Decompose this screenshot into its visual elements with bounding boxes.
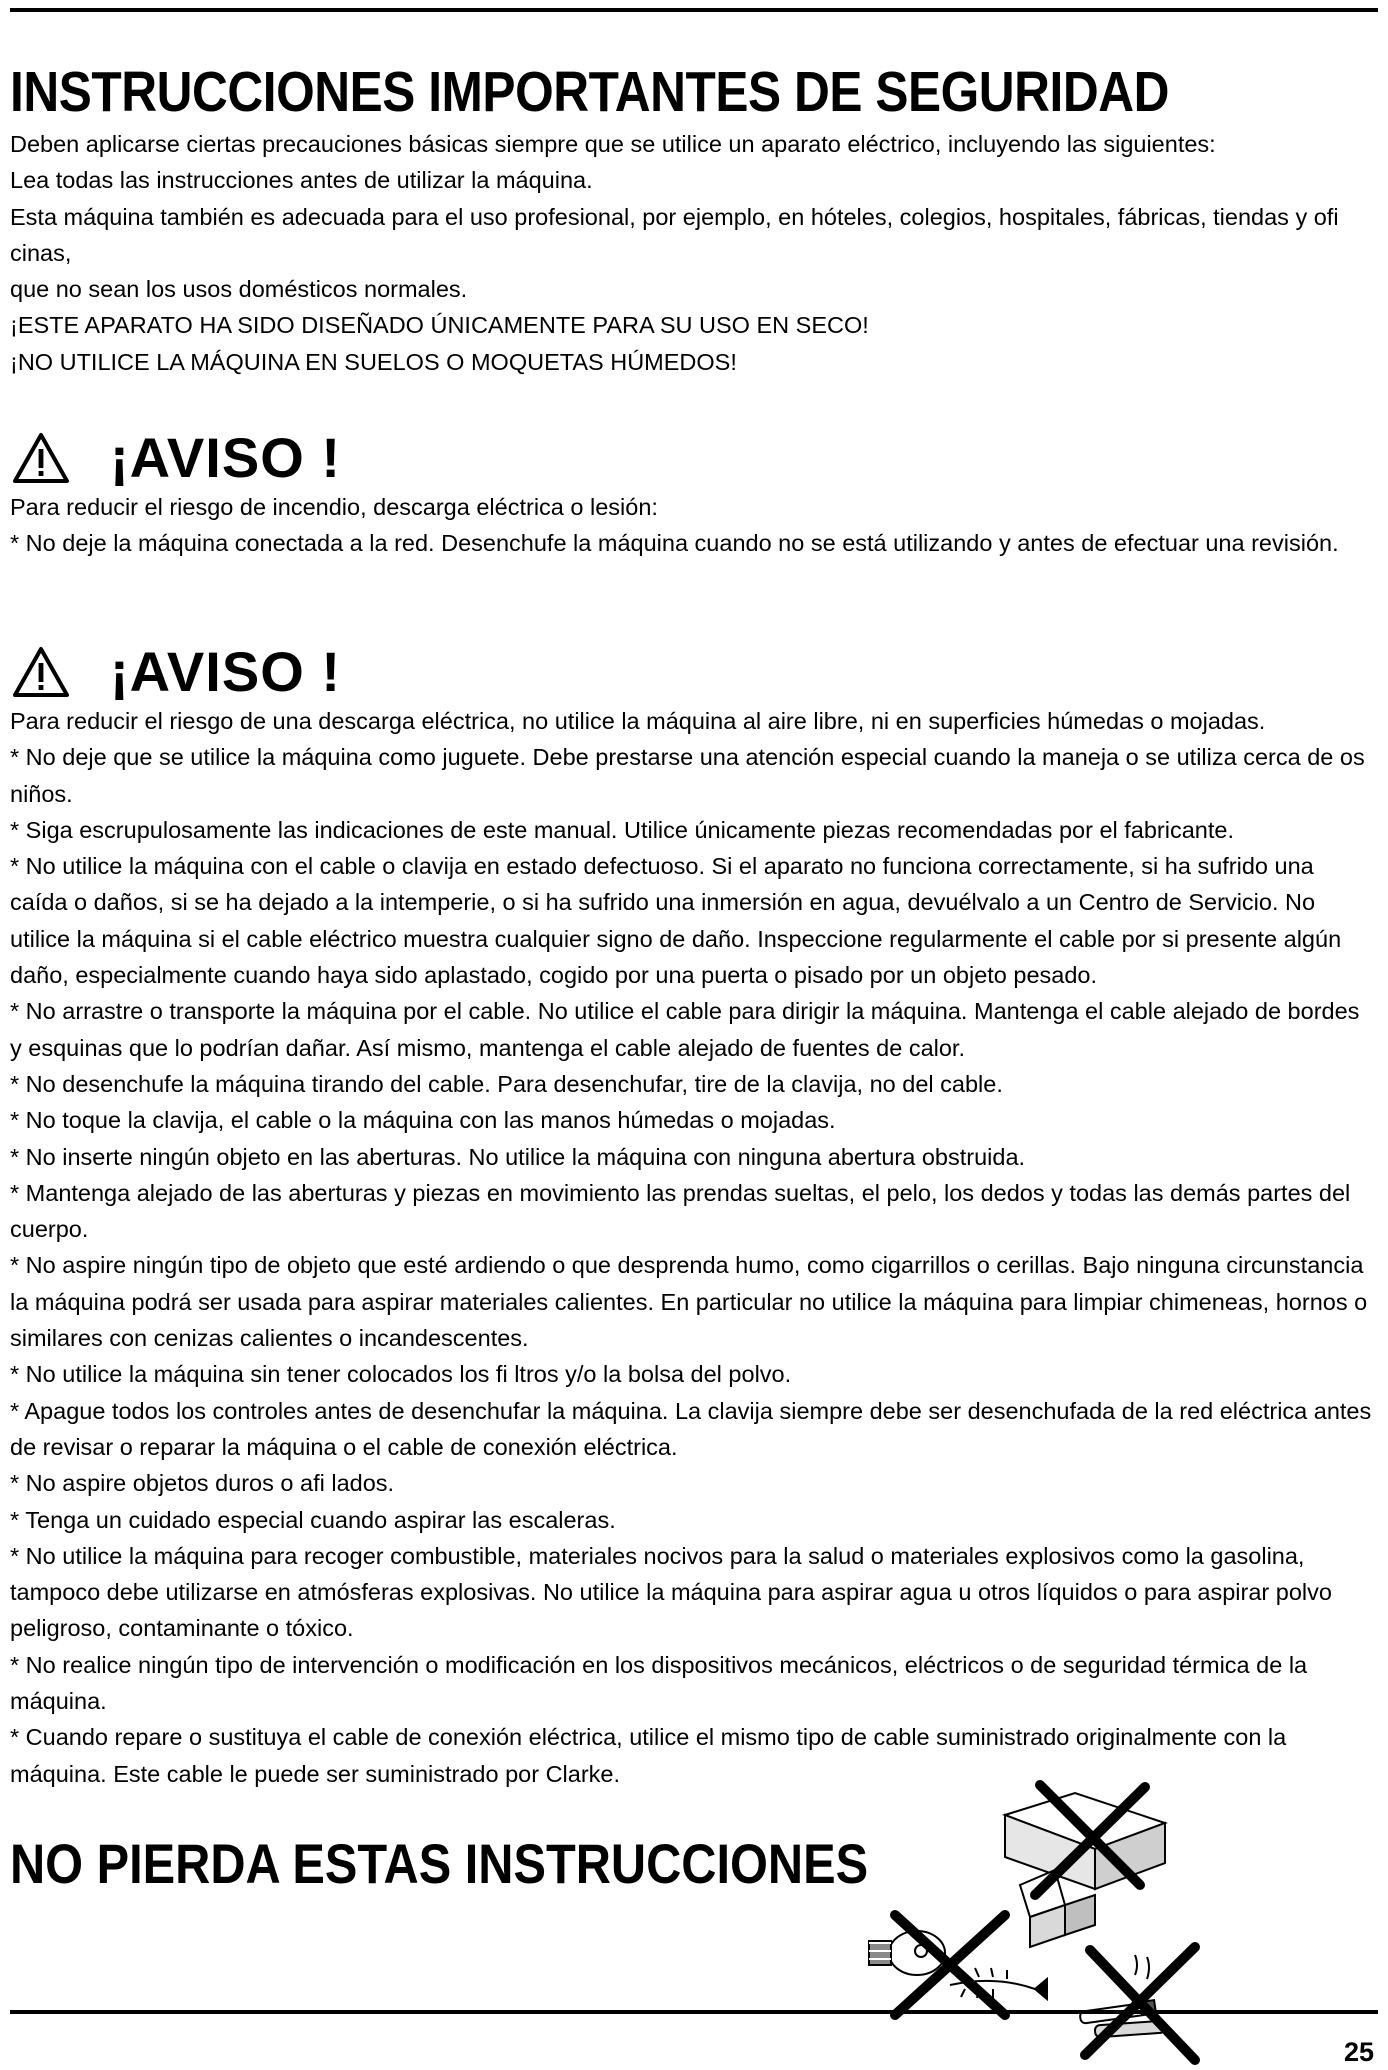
warning-line: * No utilice la máquina para recoger combustible, materiales nocivos para la salud o materiales explosivos como la gasolina, tampoco debe utilizarse en atmósferas explosivas. No utilice la máquina para aspirar agua u otros líquidos o para aspirar polvo peligroso, contaminante o tóxico. xyxy=(10,1542,1332,1642)
warning-heading-1 xyxy=(10,428,341,488)
prohibited-items-illustration-icon xyxy=(855,1775,1225,2065)
intro-line: ¡ESTE APARATO HA SIDO DISEÑADO ÚNICAMENTE PARA SU USO EN SECO! xyxy=(10,312,869,339)
warning-2-text xyxy=(10,703,1376,1792)
warning-line: * No deje que se utilice la máquina como juguete. Debe prestarse una atención especial cuando la maneja o se utiliza cerca de os niños. xyxy=(10,744,1365,807)
page-number: 25 xyxy=(1343,2037,1374,2067)
warning-line: * No inserte ningún objeto en las aberturas. No utilice la máquina con ninguna abertura obstruida. xyxy=(10,1143,1026,1170)
warning-triangle-icon xyxy=(10,430,72,486)
warning-line: * No aspire objetos duros o afi lados. xyxy=(10,1470,395,1497)
warning-line: Para reducir el riesgo de incendio, descarga eléctrica o lesión: xyxy=(10,494,658,520)
warning-heading-2 xyxy=(10,642,341,702)
warning-line: * No aspire ningún tipo de objeto que esté ardiendo o que desprenda humo, como cigarrillos o cerillas. Bajo ninguna circunstancia la máquina podrá ser usada para aspirar materiales calientes. En particular no utilice la máquina para limpiar chimeneas, hornos o similares con cenizas calientes o incandescentes. xyxy=(10,1252,1368,1352)
closing-title: NO PIERDA ESTAS INSTRUCCIONES xyxy=(10,1832,869,1895)
warning-line: * Siga escrupulosamente las indicaciones de este manual. Utilice únicamente piezas recomendadas por el fabricante. xyxy=(10,816,1234,843)
warning-line: * No arrastre o transporte la máquina por el cable. No utilice el cable para dirigir la máquina. Mantenga el cable alejado de bordes y esquinas que lo podrían dañar. Así mismo, mantenga el cable alejado de fuentes de calor. xyxy=(10,998,1360,1061)
intro-line: Esta máquina también es adecuada para el uso profesional, por ejemplo, en hóteles, colegios, hospitales, fábricas, tiendas y ofi cinas, xyxy=(10,203,1339,266)
warning-1-text xyxy=(10,489,1376,562)
bottom-rule xyxy=(10,2010,1378,2014)
warning-line: Para reducir el riesgo de una descarga eléctrica, no utilice la máquina al aire libre, ni en superficies húmedas o mojadas. xyxy=(10,708,1266,734)
warning-line: * No desenchufe la máquina tirando del cable. Para desenchufar, tire de la clavija, no del cable. xyxy=(10,1070,1003,1097)
warning-line: * Cuando repare o sustituya el cable de conexión eléctrica, utilice el mismo tipo de cable suministrado originalmente con la máquina. Este cable le puede ser suministrado por Clarke. xyxy=(10,1724,1287,1787)
warning-triangle-icon xyxy=(10,644,72,700)
warning-line: * No utilice la máquina con el cable o clavija en estado defectuoso. Si el aparato no funciona correctamente, si ha sufrido una caída o daños, si se ha dejado a la intemperie, o si ha sufrido una inmersión en agua, devuélvalo a un Centro de Servicio. No utilice la máquina si el cable eléctrico muestra cualquier signo de daño. Inspeccione regularmente el cable por si presente algún daño, especialmente cuando haya sido aplastado, cogido por una puerta o pisado por un objeto pesado. xyxy=(10,853,1342,989)
warning-title: ¡AVISO ! xyxy=(110,640,341,703)
warning-title: ¡AVISO ! xyxy=(110,426,341,489)
intro-line: que no sean los usos domésticos normales. xyxy=(10,276,468,303)
page-title: INSTRUCCIONES IMPORTANTES DE SEGURIDAD xyxy=(10,60,1170,124)
warning-line: * No utilice la máquina sin tener colocados los fi ltros y/o la bolsa del polvo. xyxy=(10,1361,792,1388)
intro-line: Deben aplicarse ciertas precauciones básicas siempre que se utilice un aparato eléctrico, incluyendo las siguientes: xyxy=(10,131,1216,157)
warning-line: * Tenga un cuidado especial cuando aspirar las escaleras. xyxy=(10,1506,616,1533)
warning-line: * No realice ningún tipo de intervención o modificación en los dispositivos mecánicos, eléctricos o de seguridad térmica de la máquina. xyxy=(10,1651,1308,1715)
top-rule xyxy=(10,8,1378,12)
warning-line: * No deje la máquina conectada a la red. Desenchufe la máquina cuando no se está utilizando y antes de efectuar una revisión. xyxy=(10,530,1339,557)
intro-line: ¡NO UTILICE LA MÁQUINA EN SUELOS O MOQUETAS HÚMEDOS! xyxy=(10,348,737,375)
intro-line: Lea todas las instrucciones antes de utilizar la máquina. xyxy=(10,167,593,194)
warning-line: * Apague todos los controles antes de desenchufar la máquina. La clavija siempre debe ser desenchufada de la red eléctrica antes de revisar o reparar la máquina o el cable de conexión eléctrica. xyxy=(10,1397,1372,1460)
warning-line: * Mantenga alejado de las aberturas y piezas en movimiento las prendas sueltas, el pelo, los dedos y todas las demás partes del cuerpo. xyxy=(10,1179,1351,1243)
intro-section xyxy=(10,126,1376,380)
cardboard-box-icon xyxy=(1005,1793,1165,1947)
warning-line: * No toque la clavija, el cable o la máquina con las manos húmedas o mojadas. xyxy=(10,1107,836,1134)
